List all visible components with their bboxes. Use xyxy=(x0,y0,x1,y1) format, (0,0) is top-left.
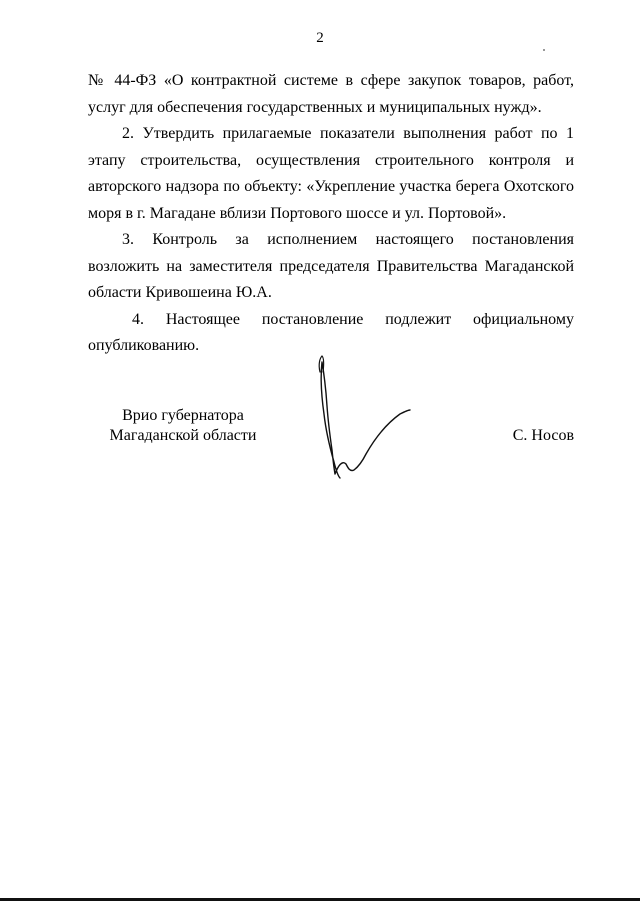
paragraph-continuation: № 44-ФЗ «О контрактной системе в сфере закупок товаров, работ, услуг для обеспечения государственных и муниципальных нужд». xyxy=(88,72,574,116)
signatory-title xyxy=(88,406,278,446)
paragraph-item-3: 3. Контроль за исполнением настоящего постановления возложить на заместителя председателя Правительства Магаданской области Кривошеина Ю.А. xyxy=(88,231,574,301)
scan-bottom-edge xyxy=(0,898,640,901)
handwritten-signature xyxy=(300,350,440,490)
page-number: 2 xyxy=(316,30,324,46)
paragraph-item-2: 2. Утвердить прилагаемые показатели выполнения работ по 1 этапу строительства, осуществления строительного контроля и авторского надзора по объекту: «Укрепление участка берега Охотского моря в г. Магадане вблизи Портового шоссе и ул. Портовой». xyxy=(88,125,574,222)
signatory-title-line-2: Магаданской области xyxy=(109,427,257,444)
signatory-name: С. Носов xyxy=(512,427,574,444)
paragraph-item-4: 4. Настоящее постановление подлежит официальному опубликованию. xyxy=(88,310,574,354)
signatory-title-line-1: Врио губернатора xyxy=(122,407,244,424)
